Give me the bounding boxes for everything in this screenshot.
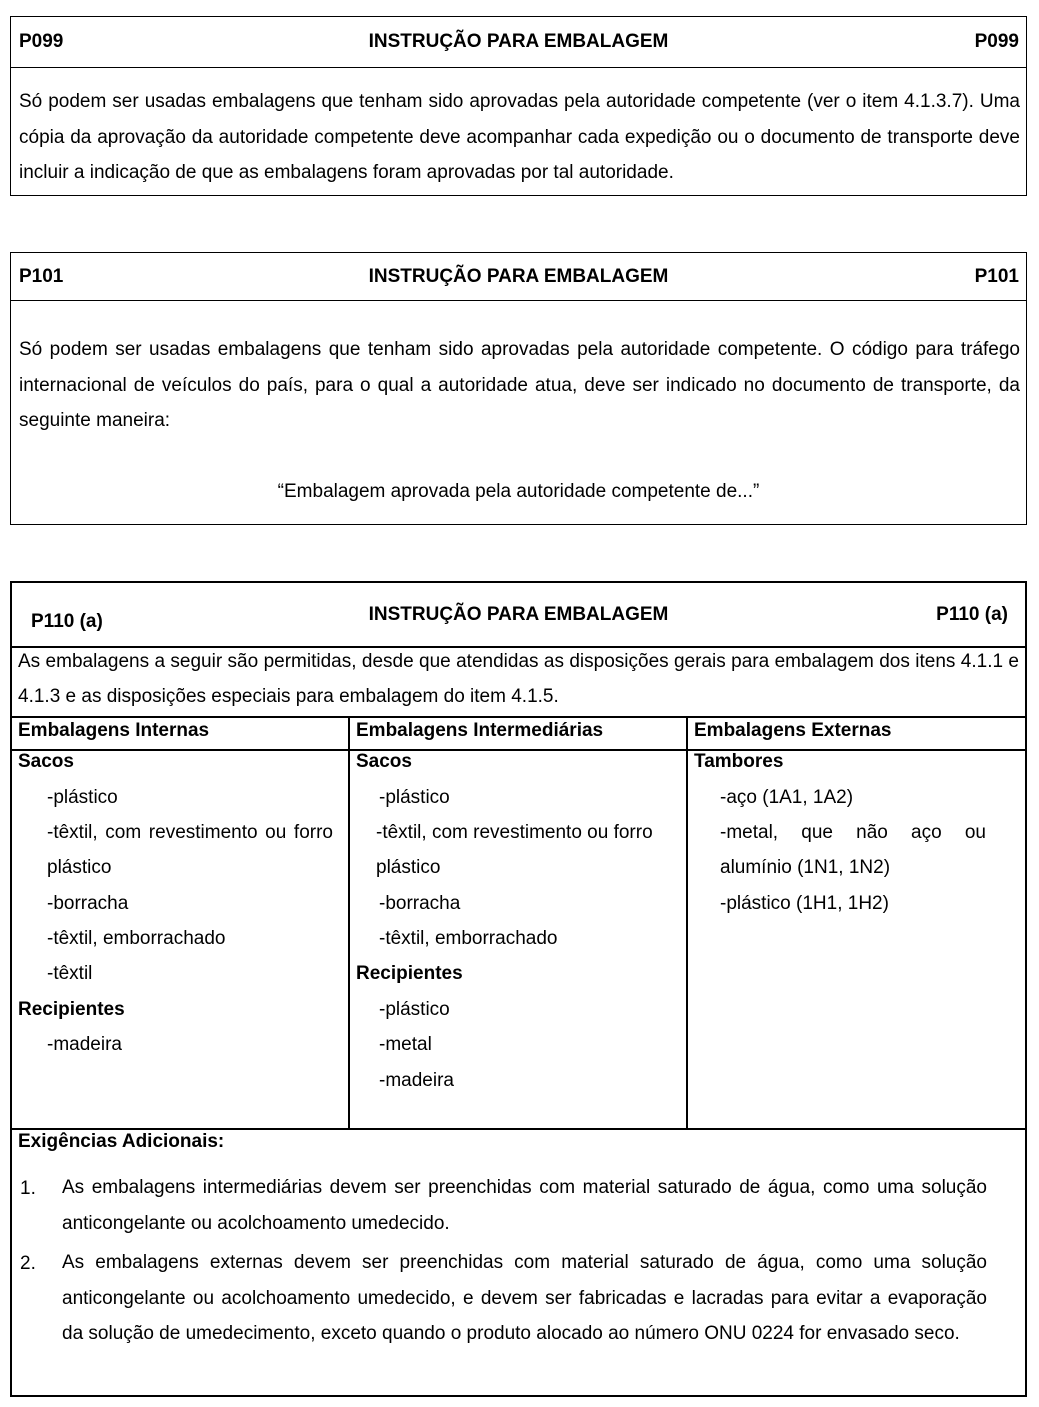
- intermediarias-item: -metal: [379, 1034, 432, 1055]
- p101-text: Só podem ser usadas embalagens que tenham sido aprovadas pela autoridade competente. O código para tráfego internacional de veículos do país, para o qual a autoridade atua, deve ser indicado no documento de transporte, da seguinte maneira:: [19, 339, 1020, 431]
- additional-section: [12, 1128, 1025, 1395]
- intermediarias-item: -plástico: [379, 999, 450, 1020]
- intermediarias-item: -têxtil, emborrachado: [379, 928, 558, 949]
- additional-title: Exigências Adicionais:: [18, 1131, 225, 1152]
- p110-box: [10, 581, 1027, 1397]
- col-divider-1: [348, 716, 350, 1128]
- p099-title: INSTRUÇÃO PARA EMBALAGEM: [368, 31, 669, 52]
- intermediarias-item: -borracha: [379, 893, 461, 914]
- col-header-internas: Embalagens Internas: [18, 720, 210, 741]
- p110-intro-row: [12, 646, 1025, 720]
- externas-item: -aço (1A1, 1A2): [720, 787, 854, 808]
- p099-code-right: P099: [974, 31, 1019, 52]
- intermediarias-item: -plástico: [379, 787, 450, 808]
- p110-col-header-row: [12, 716, 1025, 751]
- additional-item-number: 1.: [20, 1178, 36, 1199]
- p099-text: Só podem ser usadas embalagens que tenham sido aprovadas pela autoridade competente (ver o item 4.1.3.7). Uma cópia da aprovação da autoridade competente deve acompanhar cada expedição ou o documento de transporte deve incluir a indicação de que as embalagens foram aprovadas por tal autoridade.: [19, 91, 1020, 183]
- externas-item: -metal, que não aço ou alumínio (1N1, 1N2): [720, 822, 986, 878]
- internas-item: -borracha: [47, 893, 129, 914]
- intermediarias-item: -madeira: [379, 1070, 454, 1091]
- internas-item: -têxtil, emborrachado: [47, 928, 226, 949]
- p110-code-right: P110 (a): [936, 604, 1008, 625]
- externas-item: -plástico (1H1, 1H2): [720, 893, 889, 914]
- internas-group-sacos: Sacos: [18, 751, 74, 772]
- p101-code-right: P101: [974, 265, 1019, 287]
- additional-item-number: 2.: [20, 1253, 36, 1274]
- p099-box: [10, 16, 1027, 196]
- additional-item-text: As embalagens externas devem ser preenchidas com material saturado de água, como uma solução anticongelante ou acolchoamento umedecido, e devem ser fabricadas e lacradas para evitar a evaporação da solução de umedecimento, exceto quando o produto alocado ao número ONU 0224 for envasado seco.: [62, 1252, 987, 1344]
- p101-code-left: P101: [19, 265, 64, 287]
- p099-header: [11, 17, 1026, 68]
- p101-title: INSTRUÇÃO PARA EMBALAGEM: [368, 265, 669, 287]
- col-divider-2: [686, 716, 688, 1128]
- p101-box: [10, 252, 1027, 525]
- internas-item: -têxtil, com revestimento ou forro plástico: [47, 822, 333, 878]
- p099-code-left: P099: [19, 31, 64, 52]
- p110-title: INSTRUÇÃO PARA EMBALAGEM: [368, 604, 669, 625]
- intermediarias-group-recipientes: Recipientes: [356, 963, 463, 984]
- externas-group-tambores: Tambores: [694, 751, 784, 772]
- internas-item: -plástico: [47, 787, 118, 808]
- p110-code-left: P110 (a): [31, 611, 103, 632]
- internas-item: -têxtil: [47, 963, 93, 984]
- col-header-intermediarias: Embalagens Intermediárias: [356, 720, 604, 741]
- internas-group-recipientes: Recipientes: [18, 999, 125, 1020]
- p110-header: [12, 583, 1025, 646]
- p101-quote: “Embalagem aprovada pela autoridade competente de...”: [277, 481, 760, 502]
- intermediarias-item: -têxtil, com revestimento ou forro plástico: [376, 822, 653, 878]
- col-header-externas: Embalagens Externas: [694, 720, 892, 741]
- internas-item: -madeira: [47, 1034, 122, 1055]
- additional-item-text: As embalagens intermediárias devem ser preenchidas com material saturado de água, como uma solução anticongelante ou acolchoamento umedecido.: [62, 1177, 987, 1234]
- p101-header: [11, 253, 1026, 301]
- intermediarias-group-sacos: Sacos: [356, 751, 412, 772]
- p110-intro: As embalagens a seguir são permitidas, desde que atendidas as disposições gerais para embalagem dos itens 4.1.1 e 4.1.3 e as disposições especiais para embalagem do item 4.1.5.: [18, 651, 1019, 707]
